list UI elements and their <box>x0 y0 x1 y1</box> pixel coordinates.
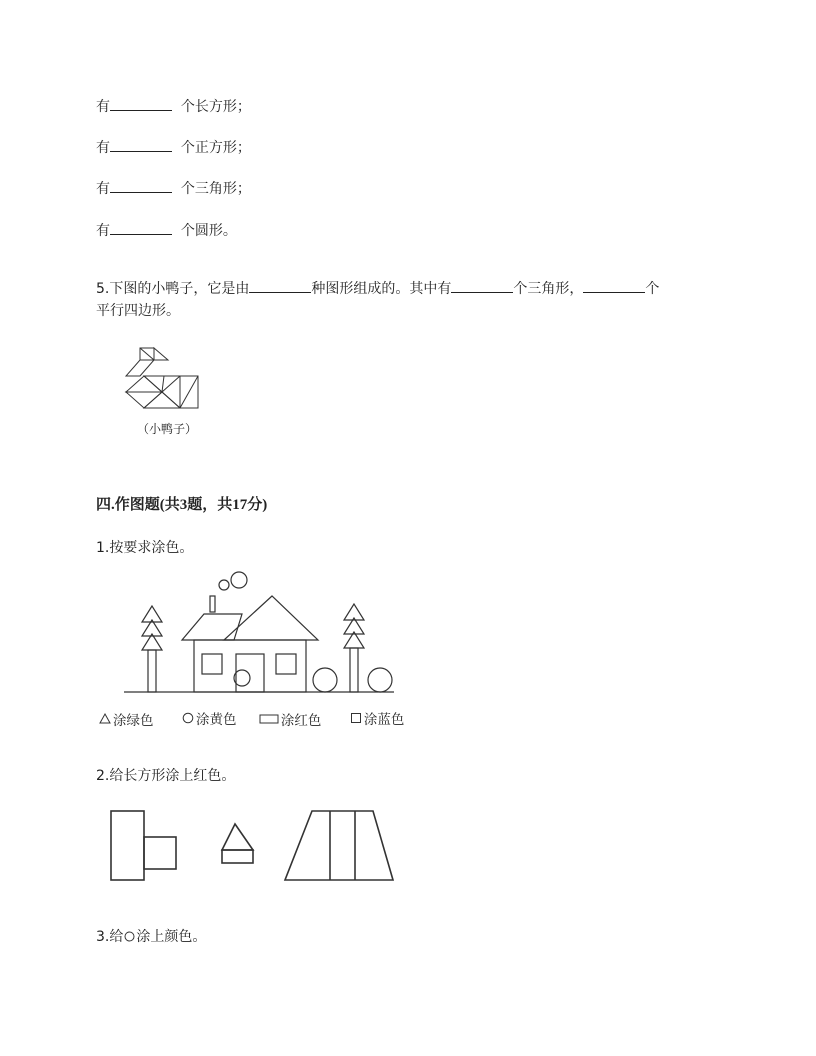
window-square <box>276 654 296 674</box>
count-question-squares: 有 个正方形； <box>96 140 251 156</box>
window-square <box>202 654 222 674</box>
legend-item-triangle: 涂绿色 <box>99 709 154 729</box>
tree-trunk <box>350 648 358 692</box>
chimney <box>210 596 215 612</box>
color-legend <box>99 708 418 729</box>
question-5-line-1: 5.下图的小鸭子，它是由 种图形组成的。其中有 个三角形， 个 <box>96 281 660 297</box>
roof-triangle <box>224 596 318 640</box>
answer-blank[interactable] <box>110 179 172 193</box>
answer-blank[interactable] <box>451 279 513 293</box>
count-question-triangles: 有 个三角形； <box>96 181 251 197</box>
question-2-text: 2.给长方形涂上红色。 <box>96 768 236 784</box>
answer-blank[interactable] <box>110 97 172 111</box>
count-question-rectangles: 有 个长方形； <box>96 99 251 115</box>
duck-body-triangle <box>126 376 162 392</box>
square-icon <box>350 712 362 724</box>
duck-body-triangle <box>144 392 180 408</box>
duck-neck-parallelogram <box>126 360 154 376</box>
house-scene-figure <box>124 568 396 696</box>
circle-icon <box>124 931 135 942</box>
answer-blank[interactable] <box>249 279 311 293</box>
tall-rectangle <box>111 811 144 880</box>
bush-circle <box>313 668 337 692</box>
duck-body-triangle <box>144 376 164 392</box>
duck-tangram-figure <box>124 346 200 412</box>
question-3-text: 3.给 涂上颜色。 <box>96 929 207 945</box>
circle-icon <box>182 712 194 724</box>
tree-trunk <box>148 650 156 692</box>
answer-blank[interactable] <box>110 138 172 152</box>
small-rectangle <box>222 850 253 863</box>
legend-item-square: 涂蓝色 <box>350 708 405 728</box>
count-question-circles: 有 个圆形。 <box>96 223 237 239</box>
question-5-line-2: 平行四边形。 <box>96 303 180 319</box>
roof-left <box>182 614 242 640</box>
small-triangle <box>222 824 253 850</box>
answer-blank[interactable] <box>583 279 645 293</box>
rectangle-icon <box>259 713 279 724</box>
house-wall <box>194 640 306 692</box>
shapes-figure <box>108 808 398 884</box>
section-heading: 四.作图题(共3题，共17分) <box>96 497 268 513</box>
duck-caption: （小鸭子） <box>137 422 198 436</box>
smoke-circle <box>219 580 229 590</box>
legend-item-circle: 涂黄色 <box>182 708 237 728</box>
legend-item-rectangle: 涂红色 <box>259 709 322 729</box>
triangle-icon <box>99 713 111 724</box>
small-square <box>144 837 176 869</box>
trapezoid <box>285 811 393 880</box>
duck-beak-triangle <box>154 348 168 360</box>
bush-circle <box>368 668 392 692</box>
question-1-text: 1.按要求涂色。 <box>96 540 194 556</box>
duck-body-triangle <box>126 392 162 408</box>
answer-blank[interactable] <box>110 221 172 235</box>
smoke-circle <box>231 572 247 588</box>
